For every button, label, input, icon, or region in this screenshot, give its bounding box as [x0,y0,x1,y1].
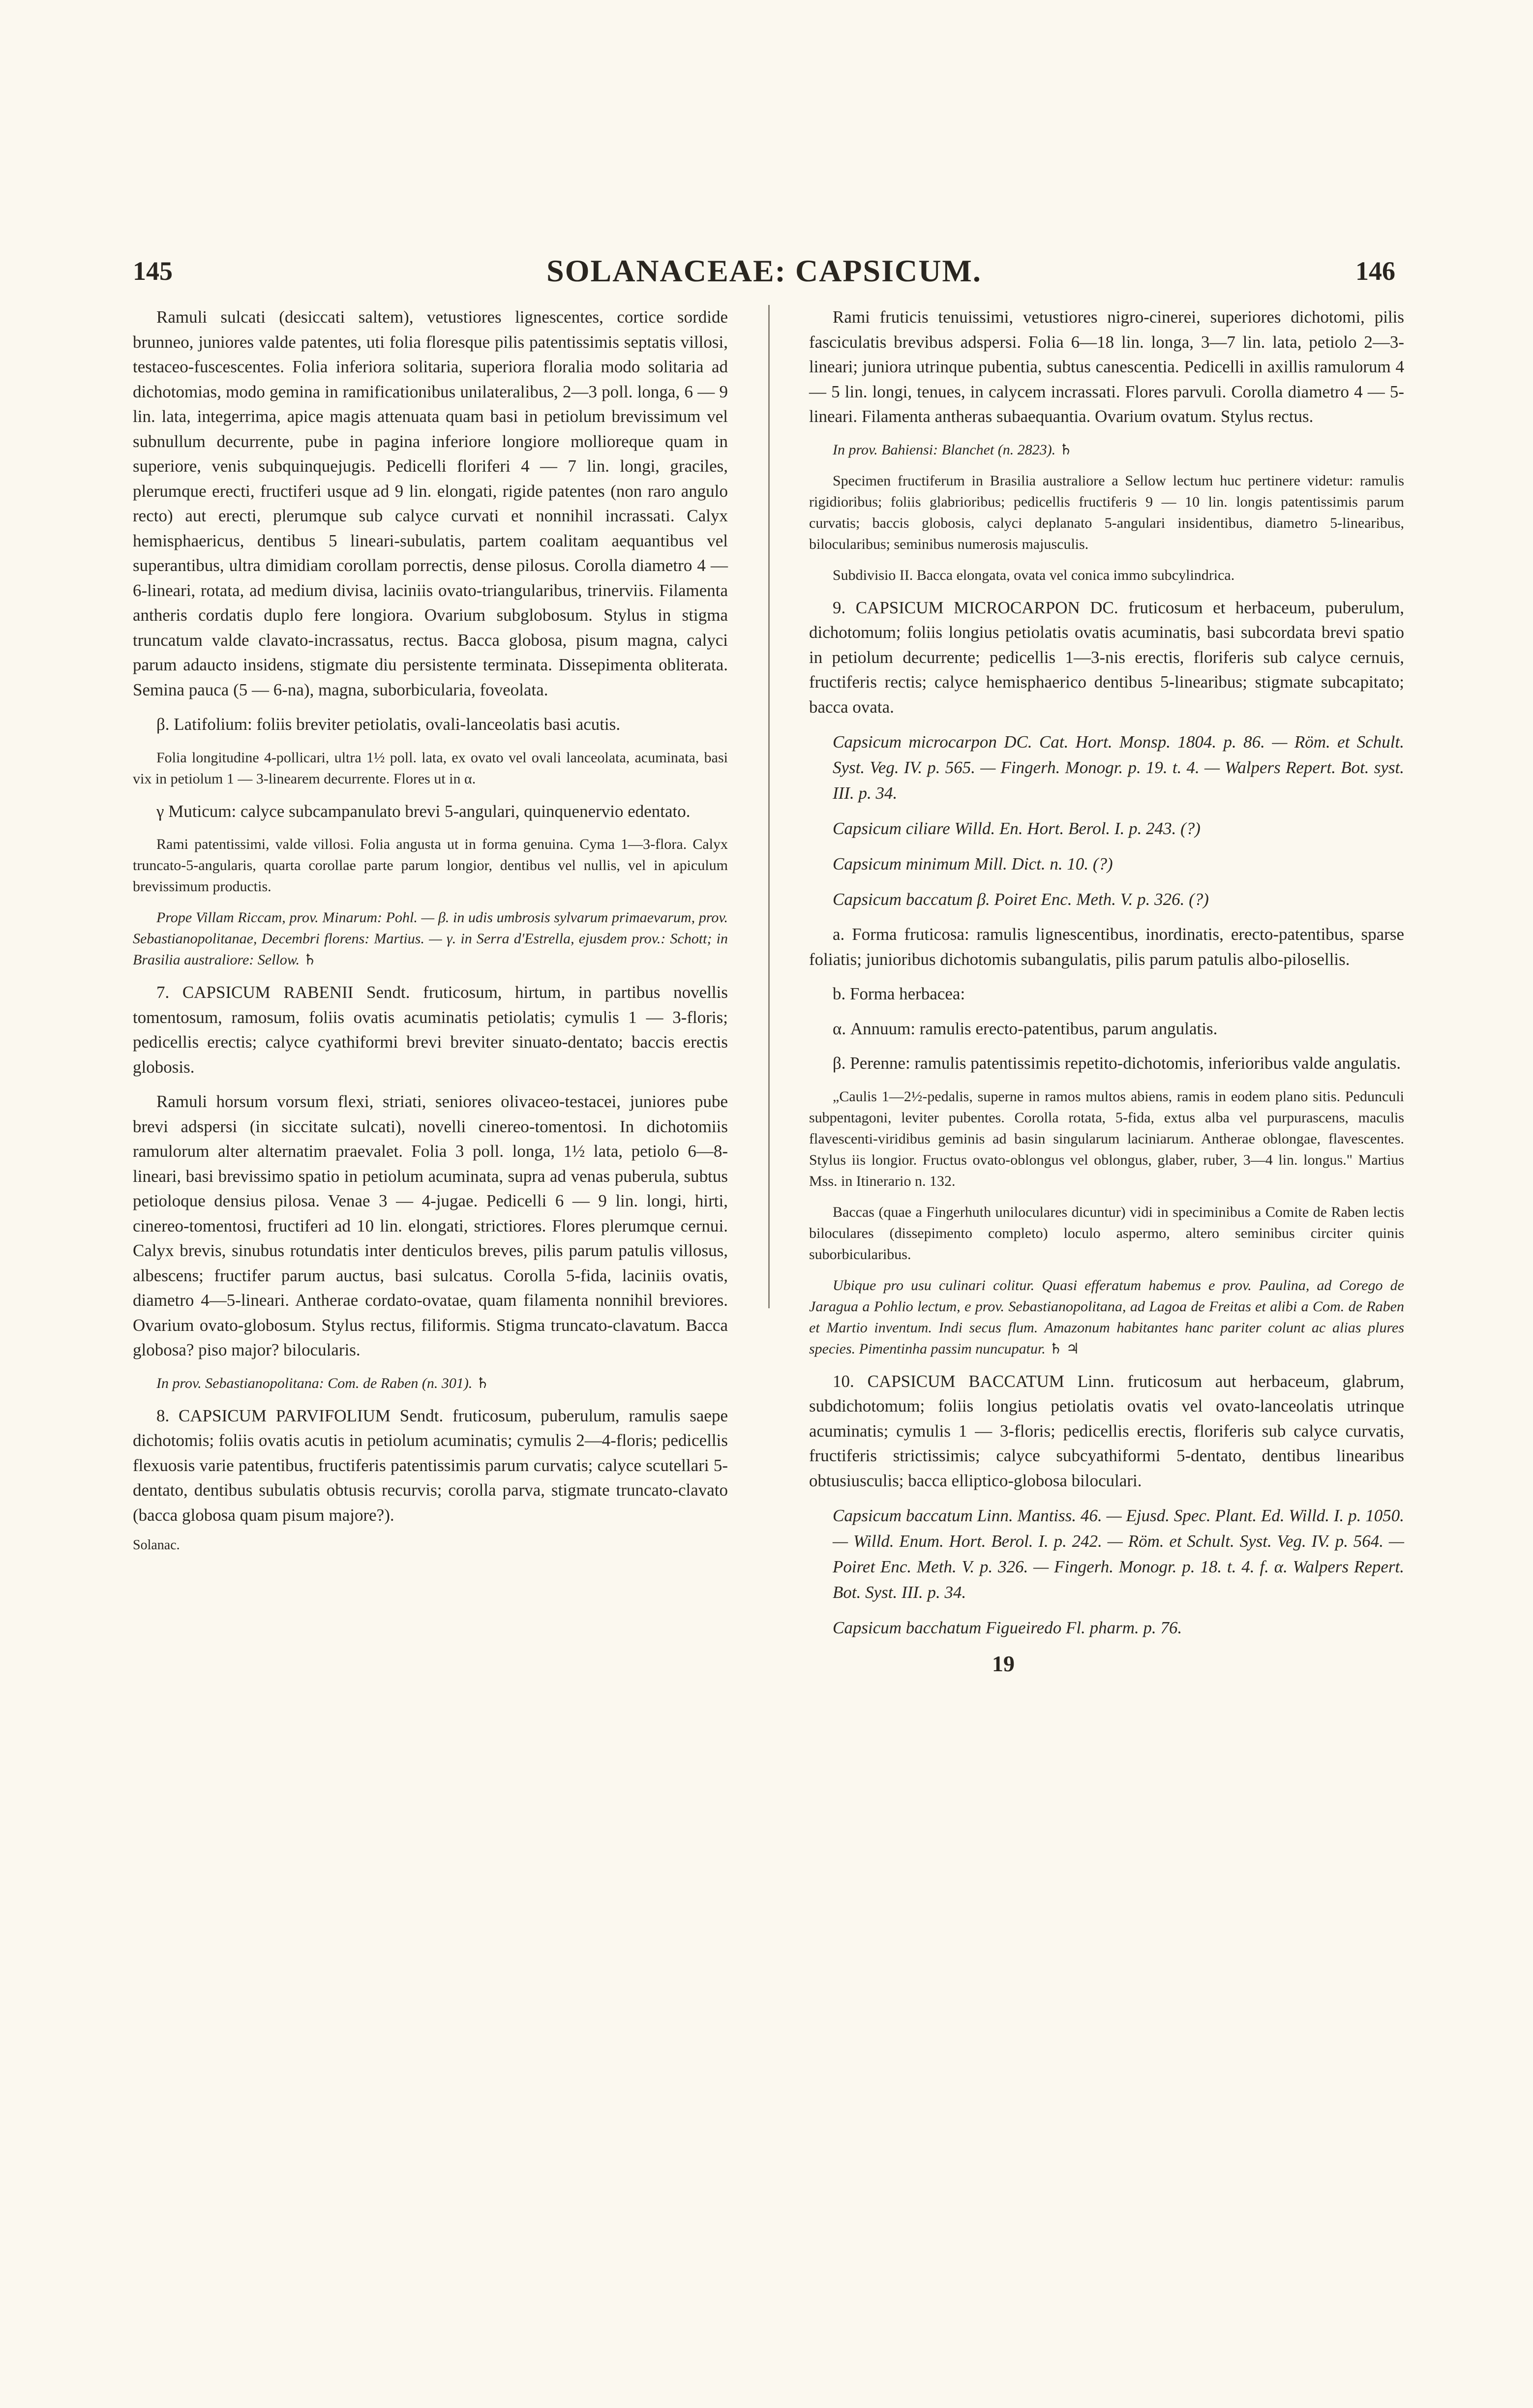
left-column-paragraph-3: γ Muticum: calyce subcampanulato brevi 5-angulari, quinquenervio edentato. [156,801,691,821]
two-column-body [133,305,1404,2312]
sheet-number: 19 [992,1651,1015,1676]
right-column-paragraph-17: Capsicum baccatum Linn. Mantiss. 46. — Ejusd. Spec. Plant. Ed. Willd. I. p. 1050. — Willd. Enum. Hort. Berol. I. p. 242. — Röm. et Schult. Syst. Veg. IV. p. 564. — Poiret Enc. Meth. V. p. 326. — Fingerh. Monogr. p. 18. t. 4. f. α. Walpers Repert. Bot. Syst. III. p. 34. [833,1506,1404,1602]
left-column-paragraph-7: Ramuli horsum vorsum flexi, striati, seniores olivaceo-testacei, juniores pube brevi adspersi (in siccitate sulcati), novelli cinereo-tomentosi. In dichotomiis ramulorum alter alternatim praevalet. Folia 3 poll. longa, 1½ lata, petiolo 6—8-lineari, basi brevissimo spatio in petiolum acuminata, supra ad venas puberula, subtus petioloque densius pilosa. Venae 3 — 4-jugae. Pedicelli 6 — 9 lin. longi, hirti, cinereo-tomentosi, fructiferi ad 10 lin. elongati, strictiores. Flores plerumque cernui. Calyx brevis, sinubus rotundatis inter denticulos breves, pilis parum patulis villosus, albescens; fructifer parum auctus, basi sulcatus. Corolla 5-fida, laciniis ovatis, diametro 4—5-lineari. Antherae cordato-ovatae, quam filamenta nonnihil breviores. Ovarium ovato-globosum. Stylus rectus, filiformis. Stigma truncato-clavatum. Bacca globosa? piso major? bilocularis. [133,1092,728,1359]
right-column-paragraph-14: Baccas (quae a Fingerhuth uniloculares dicuntur) vidi in speciminibus a Comite de Raben lectis biloculares (dissepimento completo) loculo aspermo, altero seminibus circiter quinis suborbicularibus. [809,1204,1404,1263]
right-column-paragraph-18: Capsicum bacchatum Figueiredo Fl. pharm. p. 76. [833,1618,1182,1637]
right-column-paragraph-3: Subdivisio II. Bacca elongata, ovata vel conica immo subcylindrica. [833,567,1235,583]
right-column-paragraph-5: Capsicum microcarpon DC. Cat. Hort. Monsp. 1804. p. 86. — Röm. et Schult. Syst. Veg. IV. p. 565. — Fingerh. Monogr. p. 19. t. 4. — Walpers Repert. Bot. syst. III. p. 34. [833,732,1404,803]
left-column-paragraph-8: In prov. Sebastianopolitana: Com. de Raben (n. 301). ♄ [156,1375,489,1391]
running-header [133,253,1395,295]
right-column-paragraph-12: β. Perenne: ramulis patentissimis repetito-dichotomis, inferioribus valde angulatis. [833,1054,1401,1073]
signature-mark: Solanac. [133,1537,180,1553]
page-number-left: 145 [133,256,173,286]
left-column-paragraph-5: Prope Villam Riccam, prov. Minarum: Pohl. — β. in udis umbrosis sylvarum primaevarum, prov. Sebastianopolitanae, Decembri florens: Martius. — γ. in Serra d'Estrella, ejusdem prov.: Schott; in Brasilia australiore: Sellow. ♄ [133,909,728,968]
right-column-paragraph-16: 10. CAPSICUM BACCATUM Linn. fruticosum aut herbaceum, glabrum, subdichotomum; foliis longius petiolatis ovatis vel ovato-lanceolatis utrinque acuminatis; cymulis 1 — 3-floris; pedicellis erectis, floriferis sub calyce curvatis, fructiferis strictissimis; calyce subcyathiformi 5-dentato, dentibus linearibus obtusiusculis; bacca elliptico-globosa biloculari. [809,1371,1404,1490]
left-column-paragraph-2: Folia longitudine 4-pollicari, ultra 1½ poll. lata, ex ovato vel ovali lanceolata, acuminata, basi vix in petiolum 1 — 3-linearem decurrente. Flores ut in α. [133,749,728,787]
page-number-right: 146 [1355,256,1395,286]
left-column-paragraph-4: Rami patentissimi, valde villosi. Folia angusta ut in forma genuina. Cyma 1—3-flora. Calyx truncato-5-angularis, quarta corollae parte parum longior, dentibus vel nullis, vel in apiculum brevissimum productis. [133,836,728,895]
right-column-paragraph-10: b. Forma herbacea: [833,984,965,1003]
right-column-paragraph-6: Capsicum ciliare Willd. En. Hort. Berol. I. p. 243. (?) [833,819,1201,838]
left-column-paragraph-1: β. Latifolium: foliis breviter petiolatis, ovali-lanceolatis basi acutis. [156,715,621,734]
left-column-paragraph-9: 8. CAPSICUM PARVIFOLIUM Sendt. fruticosum, puberulum, ramulis saepe dichotomis; foliis ovatis acutis in petiolum acuminatis; cymulis 2—4-floris; pedicellis flexuosis varie patentibus, fructiferis patentissimis parum curvatis; calyce scutellari 5-dentato, dentibus subulatis obtusis recurvis; corolla parva, stigmate truncato-clavato (bacca globosa quam pisum majore?). [133,1406,728,1525]
right-column-paragraph-8: Capsicum baccatum β. Poiret Enc. Meth. V. p. 326. (?) [833,890,1209,909]
left-column-paragraph-0: Ramuli sulcati (desiccati saltem), vetustiores lignescentes, cortice sordide brunneo, juniores valde patentes, uti folia floresque pilis patentissimis septatis villosi, testaceo-fuscescentes. Folia inferiora solitaria, superiora floralia modo solitaria ad dichotomias, modo gemina in ramificationibus unilateralibus, 2—3 poll. longa, 6 — 9 lin. lata, integerrima, apice magis attenuata quam basi in petiolum brevissimum vel subnullum decurrente, pube in pagina inferiore longiore mollioreque quam in superiore, venis subquinquejugis. Pedicelli floriferi 4 — 7 lin. longi, graciles, plerumque erecti, fructiferi usque ad 9 lin. elongati, rigide patentes (non raro angulo recto) aut erecti, plerumque sub calyce curvati et nonnihil incrassati. Calyx hemisphaericus, dentibus 5 lineari-subulatis, partem coalitam aequantibus vel superantibus, ultra dimidiam corollam porrectis, dense pilosus. Corolla diametro 4 — 6-lineari, rotata, ad medium divisa, laciniis ovato-triangularibus, trinerviis. Filamenta antheris cordatis duplo fere longiora. Ovarium subglobosum. Stylus in stigma truncatum valde clavato-incrassatus, rectus. Bacca globosa, pisum magna, calyci parum adaucto insidens, stigmate diu persistente terminata. Dissepimenta obliterata. Semina pauca (5 — 6-na), magna, suborbicularia, foveolata. [133,307,728,699]
right-column-paragraph-4: 9. CAPSICUM MICROCARPON DC. fruticosum et herbaceum, puberulum, dichotomum; foliis longius petiolatis ovatis acuminatis, basi subcordata brevi spatio in petiolum decurrente; pedicellis 1—3-nis erectis, floriferis sub calyce cernuis, fructiferis rectis; calyce hemisphaerico dentibus 5-linearibus; stigmate subcapitato; bacca ovata. [809,598,1404,717]
right-column-paragraph-13: „Caulis 1—2½-pedalis, superne in ramos multos abiens, ramis in eodem plano sitis. Pedunculi subpentagoni, leviter pubentes. Corolla rotata, 5-fida, extus alba vel purpurascens, maculis flavescenti-viridibus geminis ad basin singularum laciniarum. Antherae oblongae, flavescentes. Stylus iis longior. Fructus ovato-oblongus vel oblongus, glaber, ruber, 3—4 lin. longus." Martius Mss. in Itinerario n. 132. [809,1088,1404,1189]
left-column-paragraph-6: 7. CAPSICUM RABENII Sendt. fruticosum, hirtum, in partibus novellis tomentosum, ramosum, foliis ovatis acuminatis petiolatis; cymulis 1 — 3-floris; pedicellis erectis; calyce cyathiformi brevi breviter sinuato-dentato; baccis erectis globosis. [133,983,728,1077]
right-column-paragraph-11: α. Annuum: ramulis erecto-patentibus, parum angulatis. [833,1019,1218,1038]
right-column-paragraph-1: In prov. Bahiensi: Blanchet (n. 2823). ♄ [833,441,1073,458]
right-column-paragraph-0: Rami fruticis tenuissimi, vetustiores nigro-cinerei, superiores dichotomi, pilis fasciculatis brevibus adspersi. Folia 6—18 lin. longa, 3—7 lin. lata, petiolo 2—3-lineari; juniora utrinque pubentia, subtus canescentia. Pedicelli in axillis ramulorum 4 — 5 lin. longi, tenues, in calycem incrassati. Flores parvuli. Corolla diametro 4 — 5-lineari. Filamenta antheras subaequantia. Ovarium ovatum. Stylus rectus. [809,307,1404,426]
right-column-paragraph-9: a. Forma fruticosa: ramulis lignescentibus, inordinatis, erecto-patentibus, sparse foliatis; junioribus dichotomis subangulatis, pilis parum patulis albo-pilosellis. [809,925,1404,969]
left-column [133,305,728,1553]
column-rule [768,305,770,1308]
right-column-paragraph-2: Specimen fructiferum in Brasilia australiore a Sellow lectum huc pertinere videtur: ramulis rigidioribus; foliis glabrioribus; pedicellis fructiferis 9 — 10 lin. longis patentissimis parum curvatis; baccis globosis, calyci deplanato 5-angulari insidentibus, diametro 5-linearibus, bilocularibus; seminibus numerosis majusculis. [809,472,1404,552]
right-column-paragraph-7: Capsicum minimum Mill. Dict. n. 10. (?) [833,854,1113,873]
right-column [809,305,1404,1677]
running-title: SOLANACEAE: CAPSICUM. [546,253,982,288]
right-column-paragraph-15: Ubique pro usu culinari colitur. Quasi efferatum habemus e prov. Paulina, ad Corego de Jaragua a Pohlio lectum, e prov. Sebastianopolitana, ad Lagoa de Freitas et alibi a Com. de Raben et Martio inventum. Indi secus flum. Amazonum habitantes hanc pariter colunt ac alias plures species. Pimentinha passim nuncupatur. ♄ ♃ [809,1277,1404,1357]
